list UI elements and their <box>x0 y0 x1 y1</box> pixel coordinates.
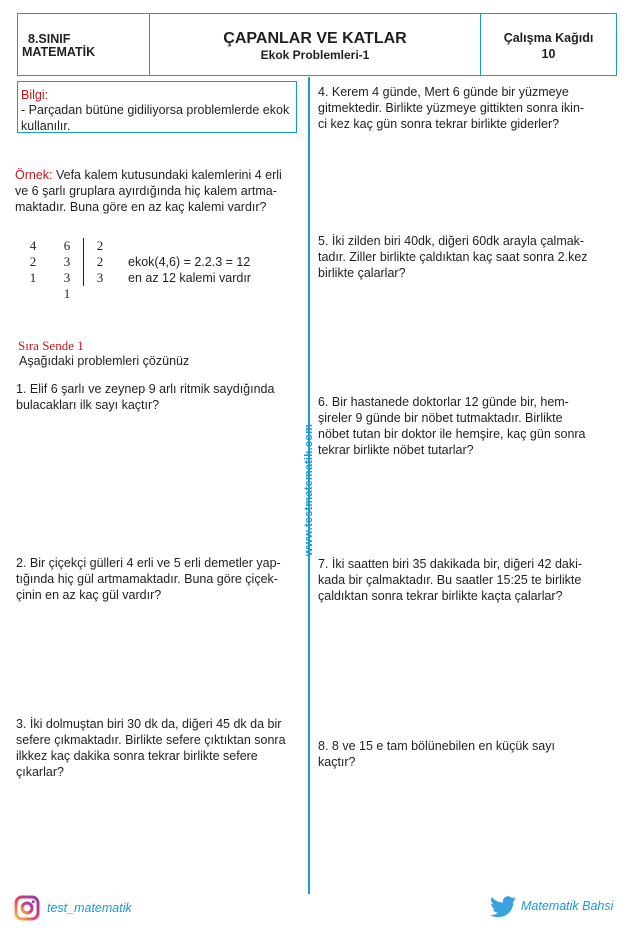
watermark: www.testmatematik.com <box>303 423 315 557</box>
page-subtitle: Ekok Problemleri-1 <box>260 48 370 62</box>
example-line-1: Vefa kalem kutusundaki kalemlerini 4 erli <box>52 168 282 182</box>
ladder-value: 3 <box>63 270 71 285</box>
question-line: birlikte çalarlar? <box>318 266 406 280</box>
ladder-divisor: 2 <box>96 254 104 269</box>
ladder-value: 2 <box>29 254 37 269</box>
question-line: 4. Kerem 4 günde, Mert 6 günde bir yüzmeye <box>318 85 569 99</box>
header-grade-cell <box>18 14 150 75</box>
question-line: nöbet tutan bir doktor ile hemşire, kaç gün sonra <box>318 427 586 441</box>
question-3 <box>16 716 286 780</box>
question-4 <box>318 84 584 132</box>
instagram-icon[interactable] <box>14 895 40 921</box>
ladder-divider-line <box>83 238 84 286</box>
question-line: 6. Bir hastanede doktorlar 12 günde bir, hem- <box>318 395 569 409</box>
question-5 <box>318 233 588 281</box>
result-line-1: ekok(4,6) = 2.2.3 = 12 <box>128 255 251 269</box>
question-line: tadır. Ziller birlikte çaldıktan kaç saat sonra 2.kez <box>318 250 588 264</box>
ladder-col-2 <box>60 238 74 302</box>
example-text <box>15 167 305 215</box>
sheet-label: Çalışma Kağıdı <box>503 31 594 45</box>
ladder-divisors <box>93 238 107 286</box>
question-line: çıkarlar? <box>16 765 64 779</box>
header-title-cell <box>150 14 480 62</box>
ladder-value: 6 <box>63 238 71 253</box>
question-line: tekrar birlikte nöbet tutarlar? <box>318 443 474 457</box>
question-7 <box>318 556 582 604</box>
question-line: 5. İki zilden biri 40dk, diğeri 60dk arayla çalmak- <box>318 234 585 248</box>
question-line: bulacakları ilk sayı kaçtır? <box>16 398 160 412</box>
question-line: kada bir çalmaktadır. Bu saatler 15:25 te birlikte <box>318 573 582 587</box>
question-line: çinin en az kaç gül vardır? <box>16 588 162 602</box>
subject-label: MATEMATİK <box>22 45 96 59</box>
question-line: çaldıktan sonra tekrar birlikte kaçta çalarlar? <box>318 589 563 603</box>
question-line: şireler 9 günde bir nöbet tutmaktadır. Birlikte <box>318 411 563 425</box>
ladder-value: 1 <box>63 286 71 301</box>
question-line: kaçtır? <box>318 755 356 769</box>
header-sheet-cell <box>480 14 616 75</box>
page-title: ÇAPANLAR VE KATLAR <box>223 30 407 47</box>
question-6 <box>318 394 586 458</box>
section-instruction: Aşağıdaki problemleri çözünüz <box>19 354 190 368</box>
question-line: ci kez kaç gün sonra tekrar birlikte giderler? <box>318 117 560 131</box>
instagram-handle[interactable]: test_matematik <box>47 901 132 915</box>
question-line: 3. İki dolmuştan biri 30 dk da, diğeri 45 dk da bir <box>16 717 282 731</box>
header-box <box>17 13 617 76</box>
question-line: 2. Bir çiçekçi gülleri 4 erli ve 5 erli demetler yap- <box>16 556 281 570</box>
section-title: Sıra Sende 1 <box>18 338 84 353</box>
ladder-value: 1 <box>29 270 37 285</box>
example-line-3: maktadır. Buna göre en az kaç kalemi vardır? <box>15 200 267 214</box>
question-2 <box>16 555 281 603</box>
example-line-2: ve 6 şarlı gruplara ayırdığında hiç kalem artma- <box>15 184 277 198</box>
question-line: gitmektedir. Birlikte yüzmeye gittikten sonra ikin- <box>318 101 585 115</box>
ladder-value: 4 <box>29 238 37 253</box>
question-line: 8. 8 ve 15 e tam bölünebilen en küçük sayı <box>318 739 555 753</box>
ladder-divisor: 2 <box>96 238 104 253</box>
question-line: sefere çıkmaktadır. Birlikte sefere çıktıktan sonra <box>16 733 286 747</box>
example-result <box>128 254 251 286</box>
info-box <box>17 81 297 133</box>
question-line: 1. Elif 6 şarlı ve zeynep 9 arlı ritmik saydığında <box>16 382 275 396</box>
ladder-value: 3 <box>63 254 71 269</box>
twitter-handle[interactable]: Matematik Bahsi <box>521 899 614 913</box>
question-line: ilkkez kaç dakika sonra tekrar birlikte sefere <box>16 749 258 763</box>
info-title: Bilgi: <box>21 88 49 102</box>
example-label: Örnek: <box>15 168 53 182</box>
grade-label: 8.SINIF <box>28 32 71 46</box>
result-line-2: en az 12 kalemi vardır <box>128 271 251 285</box>
ladder-col-1 <box>26 238 40 286</box>
twitter-icon[interactable] <box>490 896 516 918</box>
question-line: 7. İki saatten biri 35 dakikada bir, diğeri 42 daki- <box>318 557 583 571</box>
sheet-number: 10 <box>541 47 556 61</box>
question-line: tığında hiç gül artmamaktadır. Buna göre çiçek- <box>16 572 278 586</box>
question-8 <box>318 738 555 770</box>
ladder-divisor: 3 <box>96 270 104 285</box>
info-text: - Parçadan bütüne gidiliyorsa problemlerde ekok kullanılır. <box>21 103 290 133</box>
question-1 <box>16 381 274 413</box>
